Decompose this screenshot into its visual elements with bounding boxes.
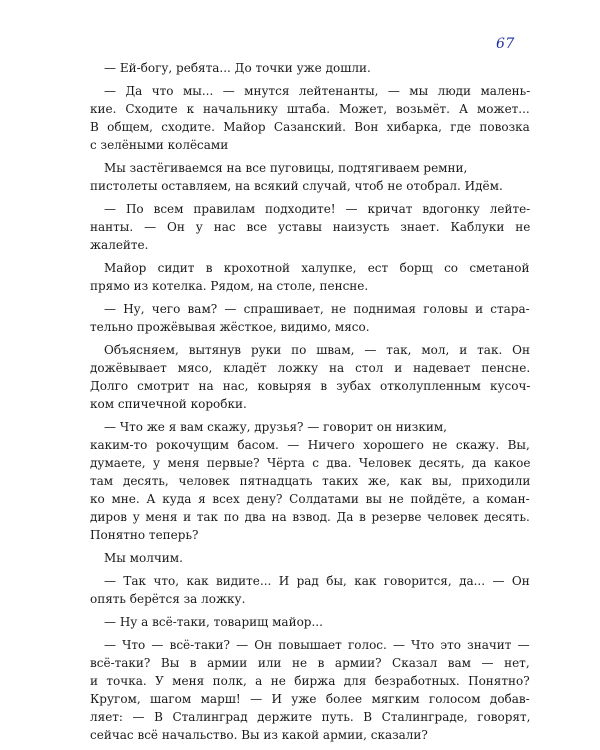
text-line: Понятно теперь?: [90, 528, 199, 542]
text-line: прямо из котелка. Рядом, на столе, пенсне.: [90, 279, 369, 293]
paragraph: [90, 259, 530, 295]
text-line: с зелёными колёсами: [90, 138, 229, 152]
paragraph: [90, 613, 530, 631]
text-line: — Так что, как видите... И рад бы, как говорится, да... — Он: [104, 574, 530, 588]
text-line: — Ну а всё-таки, товарищ майор...: [104, 615, 323, 629]
text-line: ляет: — В Сталинград держите путь. В Сталинграде, говорят,: [90, 710, 530, 724]
text-line: Мы застёгиваемся на все пуговицы, подтягиваем ремни,: [104, 161, 468, 175]
text-line: ком спичечной коробки.: [90, 397, 247, 411]
text-line: думаете, у меня первые? Чёрта с два. Человек десять, да какое: [90, 456, 530, 470]
text-line: и точка. У меня полк, а не биржа для безработных. Понятно?: [90, 674, 530, 688]
text-line: каким-то рокочущим басом. — Ничего хорошего не скажу. Вы,: [90, 438, 530, 452]
paragraph: [90, 59, 530, 77]
paragraph: [90, 418, 530, 544]
text-line: Долго смотрит на нас, ковыряя в зубах отколупленным кусоч-: [90, 379, 530, 393]
text-line: — Ей-богу, ребята... До точки уже дошли.: [104, 61, 371, 75]
text-line: сейчас всё начальство. Вы из какой армии, сказали?: [90, 728, 428, 742]
text-line: всё-таки? Вы в армии или не в армии? Сказал вам — нет,: [90, 656, 530, 670]
paragraph: [90, 636, 530, 744]
text-line: — По всем правилам подходите! — кричат вдогонку лейте-: [104, 202, 530, 216]
paragraph: [90, 200, 530, 254]
text-line: — Что — всё-таки? — Он повышает голос. — Что это значит —: [104, 638, 530, 652]
text-line: — Ну, чего вам? — спрашивает, не поднимая головы и стара-: [104, 302, 530, 316]
paragraph: [90, 159, 530, 195]
paragraph: [90, 572, 530, 608]
text-line: ко мне. А куда я всех дену? Солдатами вы не пойдёте, а коман-: [90, 492, 530, 506]
text-line: Объясняем, вытянув руки по швам, — так, мол, и так. Он: [104, 343, 530, 357]
paragraph: [90, 300, 530, 336]
text-line: В общем, сходите. Майор Сазанский. Вон хибарка, где повозка: [90, 120, 530, 134]
page-text-body: [90, 59, 530, 749]
text-line: пистолеты оставляем, на всякий случай, чтоб не отобрал. Идём.: [90, 179, 503, 193]
text-line: нанты. — Он у нас все уставы наизусть знает. Каблуки не: [90, 220, 530, 234]
text-line: опять берётся за ложку.: [90, 592, 246, 606]
text-line: тельно прожёвывая жёсткое, видимо, мясо.: [90, 320, 370, 334]
handwritten-page-number: 67: [496, 36, 515, 52]
paragraph: [90, 82, 530, 154]
text-line: — Что же я вам скажу, друзья? — говорит он низким,: [104, 420, 447, 434]
paragraph: [90, 341, 530, 413]
text-line: дожёвывает мясо, кладёт ложку на стол и надевает пенсне.: [90, 361, 530, 375]
text-line: Мы молчим.: [104, 551, 183, 565]
text-line: жалейте.: [90, 238, 149, 252]
paragraph: [90, 549, 530, 567]
text-line: там десять, человек пятнадцать таких же, как вы, приходили: [90, 474, 530, 488]
text-line: Кругом, шагом марш! — И уже более мягким голосом добав-: [90, 692, 530, 706]
text-line: кие. Сходите к начальнику штаба. Может, возьмёт. А может...: [90, 102, 530, 116]
text-line: — Да что мы... — мнутся лейтенанты, — мы люди малень-: [104, 84, 530, 98]
text-line: Майор сидит в крохотной халупке, ест борщ со сметаной: [104, 261, 530, 275]
text-line: диров у меня и так по два на взвод. Да в резерве человек десять.: [90, 510, 530, 524]
